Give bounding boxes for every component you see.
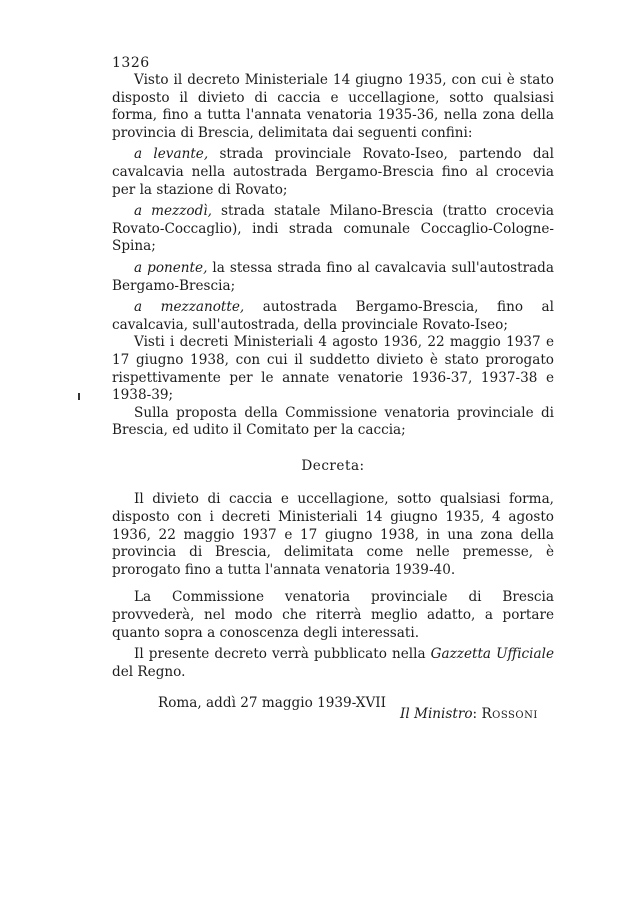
decree-heading: Decreta: xyxy=(301,457,365,474)
boundary-label: a mezzanotte, xyxy=(134,299,245,316)
preamble-visti-decreti: Visti i decreti Ministeriali 4 agosto 1936, 22 maggio 1937 e 17 giugno 1938, con cui il suddetto divieto è stato prorogato rispettivamente per le annate venatorie 1936-37, 1937-38 e 1938-39; xyxy=(112,334,554,404)
boundary-text: strada provinciale Rovato-Iseo, partendo dal cavalcavia nella autostrada Bergamo-Brescia fino al crocevia per la stazione di Rovato; xyxy=(112,146,554,198)
article-pubblicazione xyxy=(112,646,554,681)
pubblicazione-text-before: Il presente decreto verrà pubblicato nella xyxy=(134,646,431,663)
boundary-text: autostrada Bergamo-Brescia, fino al cavalcavia, sull'autostrada, della provinciale Rovato-Iseo; xyxy=(112,299,554,333)
boundary-label: a ponente, xyxy=(134,259,208,276)
gazzetta-title: Gazzetta Ufficiale xyxy=(430,646,554,663)
article-divieto: Il divieto di caccia e uccellagione, sotto qualsiasi forma, disposto con i decreti Ministeriali 14 giugno 1935, 4 agosto 1936, 22 maggio 1937 e 17 giugno 1938, in una zona della provincia di Brescia, delimitata come nelle premesse, è prorogato fino a tutta l'annata venatoria 1939-40. xyxy=(112,491,554,578)
margin-mark xyxy=(78,393,80,400)
signature-separator: : xyxy=(472,706,482,722)
boundary-ponente xyxy=(112,260,554,295)
boundary-levante xyxy=(112,146,554,199)
decree-body xyxy=(112,72,554,713)
page-number: 1326 xyxy=(112,55,150,71)
boundary-label: a levante, xyxy=(134,146,209,163)
preamble-visto-decreto: Visto il decreto Ministeriale 14 giugno 1935, con cui è stato disposto il divieto di caccia e uccellagione, sotto qualsiasi forma, fino a tutta l'annata venatoria 1935-36, nella zona della provincia di Brescia, delimitata dai seguenti confini: xyxy=(112,72,554,141)
boundary-label: a mezzodì, xyxy=(134,203,212,220)
pubblicazione-text-after: del Regno. xyxy=(112,663,186,680)
boundary-text: strada statale Milano-Brescia (tratto crocevia Rovato-Coccaglio), indi strada comunale Coccaglio-Cologne-Spina; xyxy=(112,203,554,255)
article-commissione: La Commissione venatoria provinciale di Brescia provvederà, nel modo che riterrà meglio adatto, a portare quanto sopra a conoscenza degli interessati. xyxy=(112,589,554,641)
signatory-title: Il Ministro xyxy=(400,706,473,722)
signature-line xyxy=(400,706,538,722)
boundary-mezzanotte xyxy=(112,299,554,334)
boundary-mezzodi xyxy=(112,203,554,256)
signatory-name: Rossoni xyxy=(481,706,538,722)
boundary-text: la stessa strada fino al cavalcavia sull'autostrada Bergamo-Brescia; xyxy=(112,259,554,294)
preamble-proposta: Sulla proposta della Commissione venatoria provinciale di Brescia, ed udito il Comitato per la caccia; xyxy=(112,404,554,439)
decree-date: Roma, addì 27 maggio 1939-XVII xyxy=(158,695,387,712)
